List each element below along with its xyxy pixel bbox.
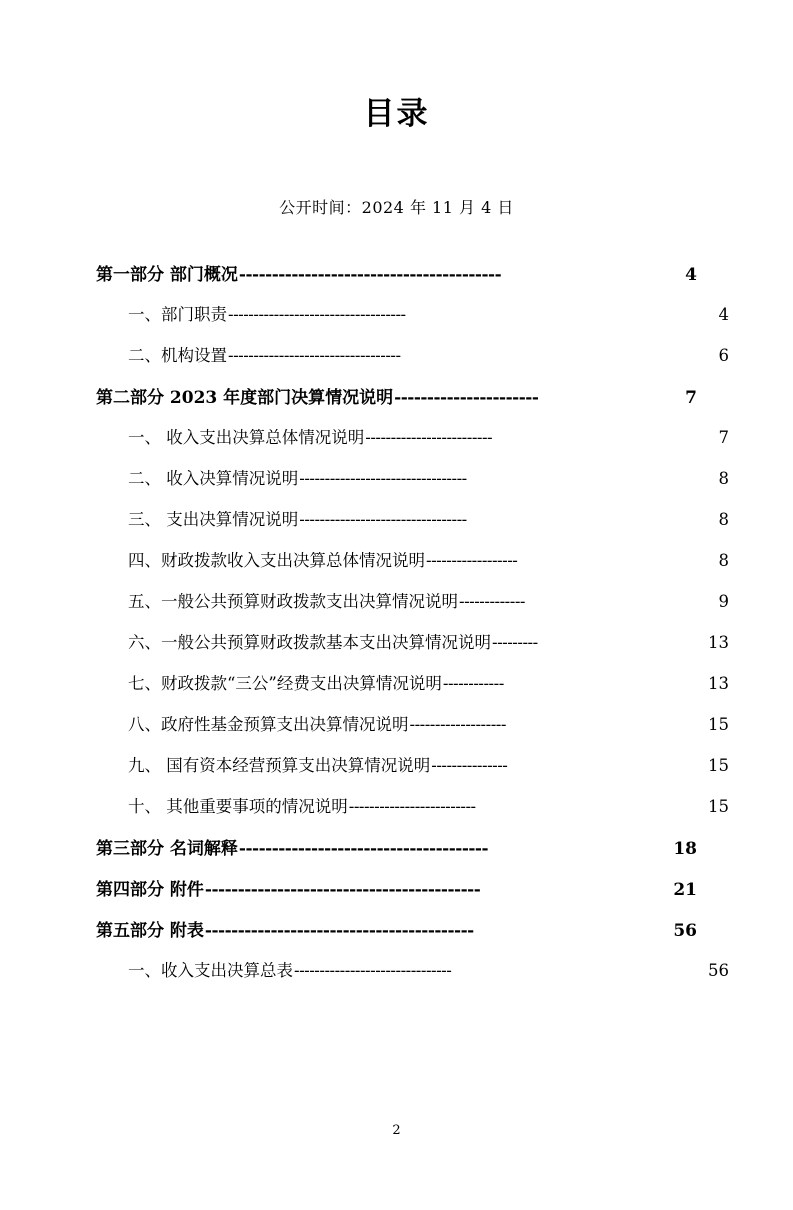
toc-entry[interactable]	[96, 588, 729, 629]
toc-entry-page: 7	[685, 388, 697, 408]
toc-entry-page: 21	[673, 880, 697, 900]
toc-entry-leader: ---------------------------------	[299, 510, 467, 529]
toc-entry-label: 七、财政拨款“三公”经费支出决算情况说明	[128, 674, 442, 693]
toc-entry-page: 18	[673, 839, 697, 859]
toc-entry-leader: -----------------------------------------	[204, 921, 474, 941]
toc-entry-leader: -------------------------	[348, 797, 476, 816]
toc-entry-page: 9	[718, 592, 729, 611]
page-title: 目录	[363, 96, 430, 132]
toc-entry-leader: ------------------	[426, 551, 518, 570]
toc-entry[interactable]	[96, 260, 697, 301]
toc-entry-label: 第三部分 名词解释	[96, 839, 238, 859]
document-page	[0, 88, 793, 1210]
publish-date: 公开时间：2024 年 11 月 4 日	[279, 198, 514, 217]
table-of-contents	[96, 260, 729, 998]
toc-entry-label: 第一部分 部门概况	[96, 265, 238, 285]
toc-entry-label: 第四部分 附件	[96, 880, 204, 900]
toc-entry-page: 7	[718, 428, 729, 447]
toc-entry-leader: ------------	[442, 674, 504, 693]
toc-entry[interactable]	[96, 875, 697, 916]
toc-entry-page: 15	[708, 756, 729, 775]
toc-entry-page: 15	[708, 715, 729, 734]
toc-entry[interactable]	[96, 834, 697, 875]
toc-entry-page: 6	[718, 346, 729, 365]
toc-entry-label: 八、政府性基金预算支出决算情况说明	[128, 715, 409, 734]
toc-entry-leader: ---------	[492, 633, 538, 652]
toc-entry-leader: ----------------------	[394, 388, 539, 408]
toc-entry[interactable]	[96, 547, 729, 588]
toc-entry-leader: -----------------------------------	[228, 305, 406, 324]
toc-entry-label: 十、 其他重要事项的情况说明	[128, 797, 348, 816]
toc-entry[interactable]	[96, 301, 729, 342]
toc-entry[interactable]	[96, 957, 729, 998]
toc-entry-page: 8	[718, 510, 729, 529]
toc-entry-label: 一、 收入支出决算总体情况说明	[128, 428, 365, 447]
toc-entry-page: 15	[708, 797, 729, 816]
toc-entry-leader: -------------------------------	[294, 961, 452, 980]
toc-entry-leader: -------------	[459, 592, 525, 611]
toc-entry-page: 4	[685, 265, 697, 285]
toc-entry-label: 第二部分 2023 年度部门决算情况说明	[96, 388, 394, 408]
toc-entry-label: 九、 国有资本经营预算支出决算情况说明	[128, 756, 431, 775]
toc-entry-label: 一、部门职责	[128, 305, 227, 324]
toc-entry-leader: ---------------	[431, 756, 508, 775]
toc-entry[interactable]	[96, 383, 697, 424]
toc-entry-label: 一、收入支出决算总表	[128, 961, 293, 980]
toc-entry-leader: ------------------------------------------	[204, 880, 481, 900]
toc-entry[interactable]	[96, 465, 729, 506]
toc-entry[interactable]	[96, 424, 729, 465]
toc-entry[interactable]	[96, 916, 697, 957]
toc-entry-label: 四、财政拨款收入支出决算总体情况说明	[128, 551, 425, 570]
toc-entry-label: 五、一般公共预算财政拨款支出决算情况说明	[128, 592, 458, 611]
toc-entry[interactable]	[96, 342, 729, 383]
toc-entry-leader: -------------------	[409, 715, 506, 734]
toc-entry-page: 4	[718, 305, 729, 324]
toc-entry-leader: ----------------------------------------	[238, 265, 502, 285]
toc-entry-page: 8	[718, 469, 729, 488]
toc-entry-leader: ---------------------------------	[299, 469, 467, 488]
toc-entry-leader: ----------------------------------	[228, 346, 401, 365]
toc-entry-leader: -------------------------	[365, 428, 493, 447]
toc-entry-label: 六、一般公共预算财政拨款基本支出决算情况说明	[128, 633, 491, 652]
toc-entry[interactable]	[96, 711, 729, 752]
toc-entry-label: 第五部分 附表	[96, 921, 204, 941]
toc-entry[interactable]	[96, 793, 729, 834]
toc-entry[interactable]	[96, 506, 729, 547]
toc-entry-page: 13	[708, 633, 729, 652]
toc-entry-label: 二、 收入决算情况说明	[128, 469, 299, 488]
toc-entry[interactable]	[96, 752, 729, 793]
toc-entry[interactable]	[96, 670, 729, 711]
toc-entry[interactable]	[96, 629, 729, 670]
toc-entry-page: 56	[673, 921, 697, 941]
toc-entry-label: 二、机构设置	[128, 346, 227, 365]
page-number: 2	[392, 1123, 401, 1138]
toc-entry-label: 三、 支出决算情况说明	[128, 510, 299, 529]
toc-entry-page: 13	[708, 674, 729, 693]
toc-entry-page: 8	[718, 551, 729, 570]
toc-entry-leader: --------------------------------------	[238, 839, 489, 859]
toc-entry-page: 56	[708, 961, 729, 980]
